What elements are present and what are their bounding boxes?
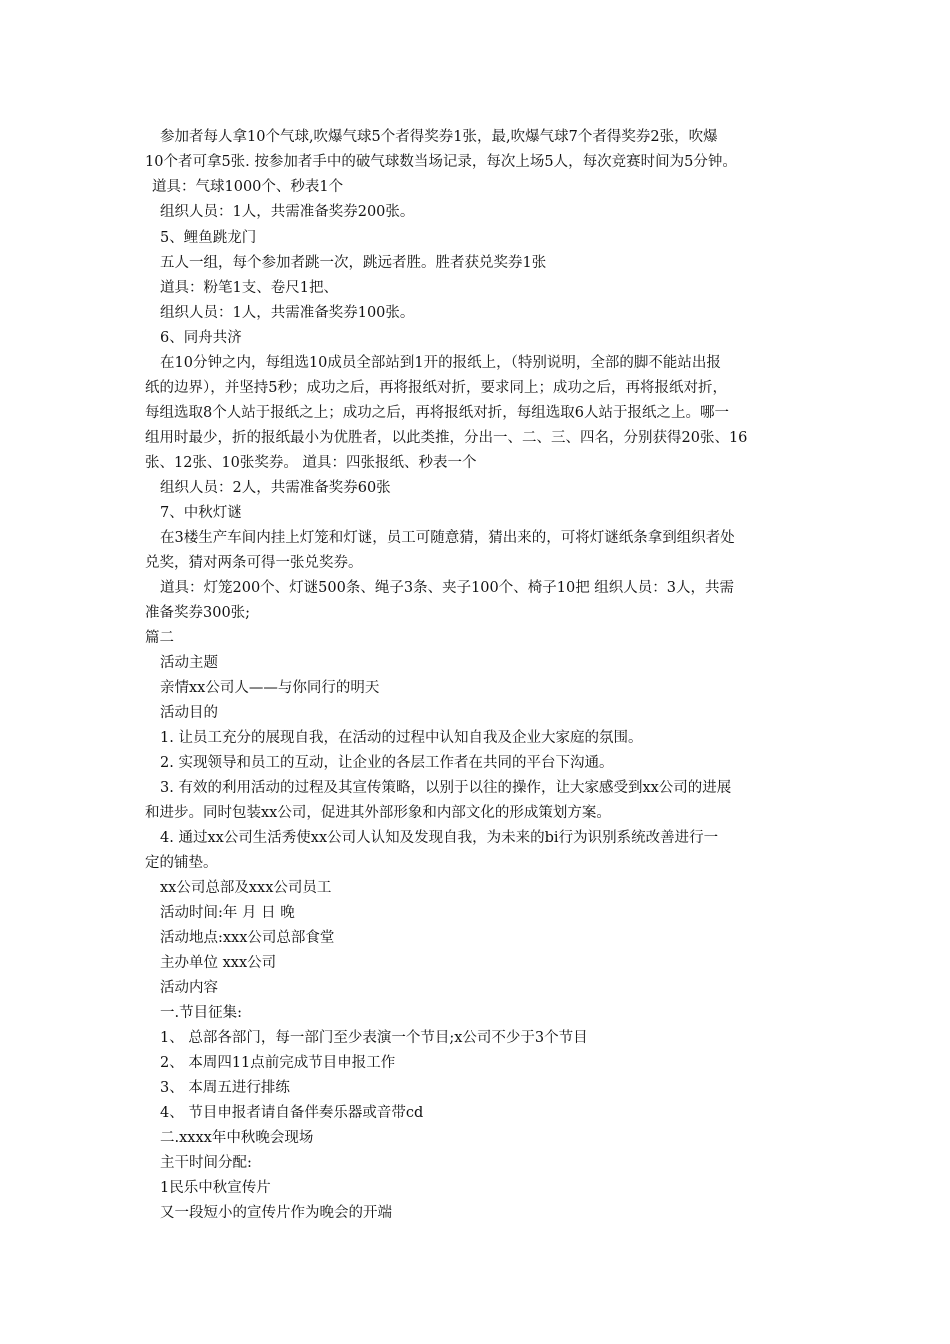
text-line: 亲情xx公司人——与你同行的明天 [160, 680, 380, 696]
text-line: 参加者每人拿10个气球,吹爆气球5个者得奖券1张，最,吹爆气球7个者得奖券2张，吹爆 [160, 129, 718, 145]
text-line: 活动内容 [160, 980, 218, 996]
section-heading: 7、中秋灯谜 [160, 505, 242, 521]
list-item: 4、 节目申报者请自备伴奏乐器或音带cd [160, 1105, 424, 1121]
text-line: 定的铺垫。 [145, 855, 218, 871]
text-line: 每组选取8个人站于报纸之上；成功之后，再将报纸对折，每组选取6人站于报纸之上。哪一 [145, 405, 729, 421]
section-heading: 6、同舟共济 [160, 330, 242, 346]
text-line: 2. 实现领导和员工的互动，让企业的各层工作者在共同的平台下沟通。 [160, 755, 614, 771]
text-line: 和进步。同时包装xx公司，促进其外部形象和内部文化的形成策划方案。 [145, 805, 611, 821]
text-line: 活动目的 [160, 705, 218, 721]
text-line: 组织人员：1人，共需准备奖券100张。 [160, 305, 415, 321]
text-line: 在10分钟之内，每组选10成员全部站到1开的报纸上，（特别说明，全部的脚不能站出报 [160, 355, 721, 371]
text-line: 3. 有效的利用活动的过程及其宣传策略，以别于以往的操作，让大家感受到xx公司的进展 [160, 780, 732, 796]
text-line: 纸的边界），并坚持5秒；成功之后，再将报纸对折，要求同上；成功之后，再将报纸对折， [145, 380, 727, 396]
text-line: 1. 让员工充分的展现自我，在活动的过程中认知自我及企业大家庭的氛围。 [160, 730, 643, 746]
text-line: 活动地点:xxx公司总部食堂 [160, 930, 335, 946]
text-line: 二.xxxx年中秋晚会现场 [160, 1130, 314, 1146]
text-line: 一.节目征集: [160, 1005, 242, 1021]
text-line: 主办单位 xxx公司 [160, 955, 277, 971]
text-line: 1民乐中秋宣传片 [160, 1180, 271, 1196]
text-line: 组用时最少，折的报纸最小为优胜者，以此类推，分出一、二、三、四名，分别获得20张、16 [145, 430, 748, 446]
text-line: 准备奖券300张; [145, 605, 251, 621]
list-item: 1、 总部各部门，每一部门至少表演一个节目;x公司不少于3个节目 [160, 1030, 588, 1046]
text-line: 活动时间:年 月 日 晚 [160, 905, 295, 921]
text-line: 组织人员：1人，共需准备奖券200张。 [160, 204, 415, 220]
text-line: 兑奖，猜对两条可得一张兑奖券。 [145, 555, 363, 571]
text-line: 10个者可拿5张. 按参加者手中的破气球数当场记录，每次上场5人，每次竞赛时间为5分钟。 [145, 154, 737, 170]
text-line: 活动主题 [160, 655, 218, 671]
text-line: 道具：粉笔1支、卷尺1把、 [160, 280, 338, 296]
text-line: 道具：气球1000个、秒表1个 [152, 179, 344, 195]
text-line: 张、12张、10张奖券。 道具：四张报纸、秒表一个 [145, 455, 477, 471]
section-heading: 5、鲤鱼跳龙门 [160, 230, 257, 246]
text-line: 又一段短小的宣传片作为晚会的开端 [160, 1205, 392, 1221]
list-item: 2、 本周四11点前完成节目申报工作 [160, 1055, 396, 1071]
chapter-heading: 篇二 [145, 630, 174, 646]
text-line: 道具：灯笼200个、灯谜500条、绳子3条、夹子100个、椅子10把 组织人员：3人，共需 [160, 580, 735, 596]
text-line: 主干时间分配: [160, 1155, 252, 1171]
text-line: 组织人员：2人，共需准备奖券60张 [160, 480, 391, 496]
text-line: xx公司总部及xxx公司员工 [160, 880, 332, 896]
text-line: 五人一组，每个参加者跳一次，跳远者胜。胜者获兑奖券1张 [160, 255, 547, 271]
text-line: 4. 通过xx公司生活秀使xx公司人认知及发现自我，为未来的bi行为识别系统改善进行一 [160, 830, 719, 846]
list-item: 3、 本周五进行排练 [160, 1080, 290, 1096]
text-line: 在3楼生产车间内挂上灯笼和灯谜，员工可随意猜，猜出来的，可将灯谜纸条拿到组织者处 [160, 530, 735, 546]
